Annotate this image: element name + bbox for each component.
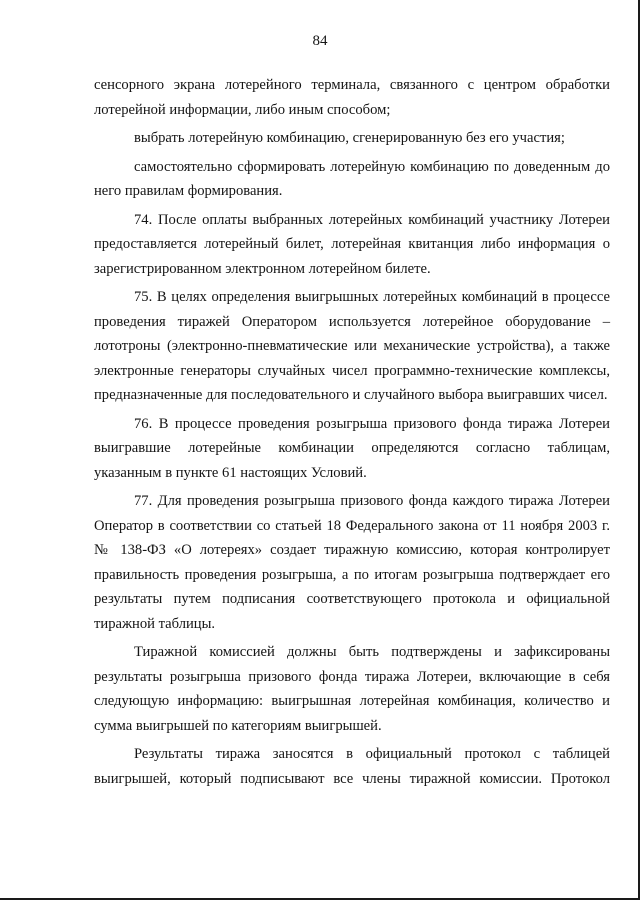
paragraph-4-clause-74: 74. После оплаты выбранных лотерейных комбинаций участнику Лотереи предоставляется лотерейный билет, лотерейная квитанция либо информация о зарегистрированном электронном лотерейном билете. [94, 211, 610, 277]
paragraph-3: самостоятельно сформировать лотерейную комбинацию по доведенным до него правилам формирования. [94, 158, 610, 199]
paragraph-6-clause-76: 76. В процессе проведения розыгрыша призового фонда тиража Лотереи выигравшие лотерейные комбинации определяются согласно таблицам, указанным в пункте 61 настоящих Условий. [94, 415, 610, 481]
paragraph-7-clause-77: 77. Для проведения розыгрыша призового фонда каждого тиража Лотереи Оператор в соответствии со статьей 18 Федерального закона от 11 ноября 2003 г. № 138-ФЗ «О лотереях» создает тиражную комиссию, которая контролирует правильность проведения розыгрыша, а по итогам розыгрыша подтверждает его результаты путем подписания соответствующего протокола и официальной тиражной таблицы. [94, 493, 610, 632]
page-number: 84 [312, 33, 328, 49]
paragraph-9: Результаты тиража заносятся в официальный протокол с таблицей выигрышей, который подписывают все члены тиражной комиссии. Протокол [94, 746, 610, 787]
paragraph-8: Тиражной комиссией должны быть подтверждены и зафиксированы результаты розыгрыша призового фонда тиража Лотереи, включающие в себя следующую информацию: выигрышная лотерейная комбинация, количество и сумма выигрышей по категориям выигрышей. [94, 644, 610, 734]
paragraph-5-clause-75: 75. В целях определения выигрышных лотерейных комбинаций в процессе проведения тиражей Оператором используется лотерейное оборудование – лототроны (электронно-пневматические или механические устройства), а также электронные генераторы случайных чисел программно-технические комплексы, предназначенные для последовательного и случайного выбора выигравших чисел. [94, 289, 610, 403]
document-body [94, 73, 610, 791]
paragraph-1: сенсорного экрана лотерейного терминала, связанного с центром обработки лотерейной информации, либо иным способом; [94, 77, 610, 118]
paragraph-2: выбрать лотерейную комбинацию, сгенерированную без его участия; [134, 130, 565, 146]
